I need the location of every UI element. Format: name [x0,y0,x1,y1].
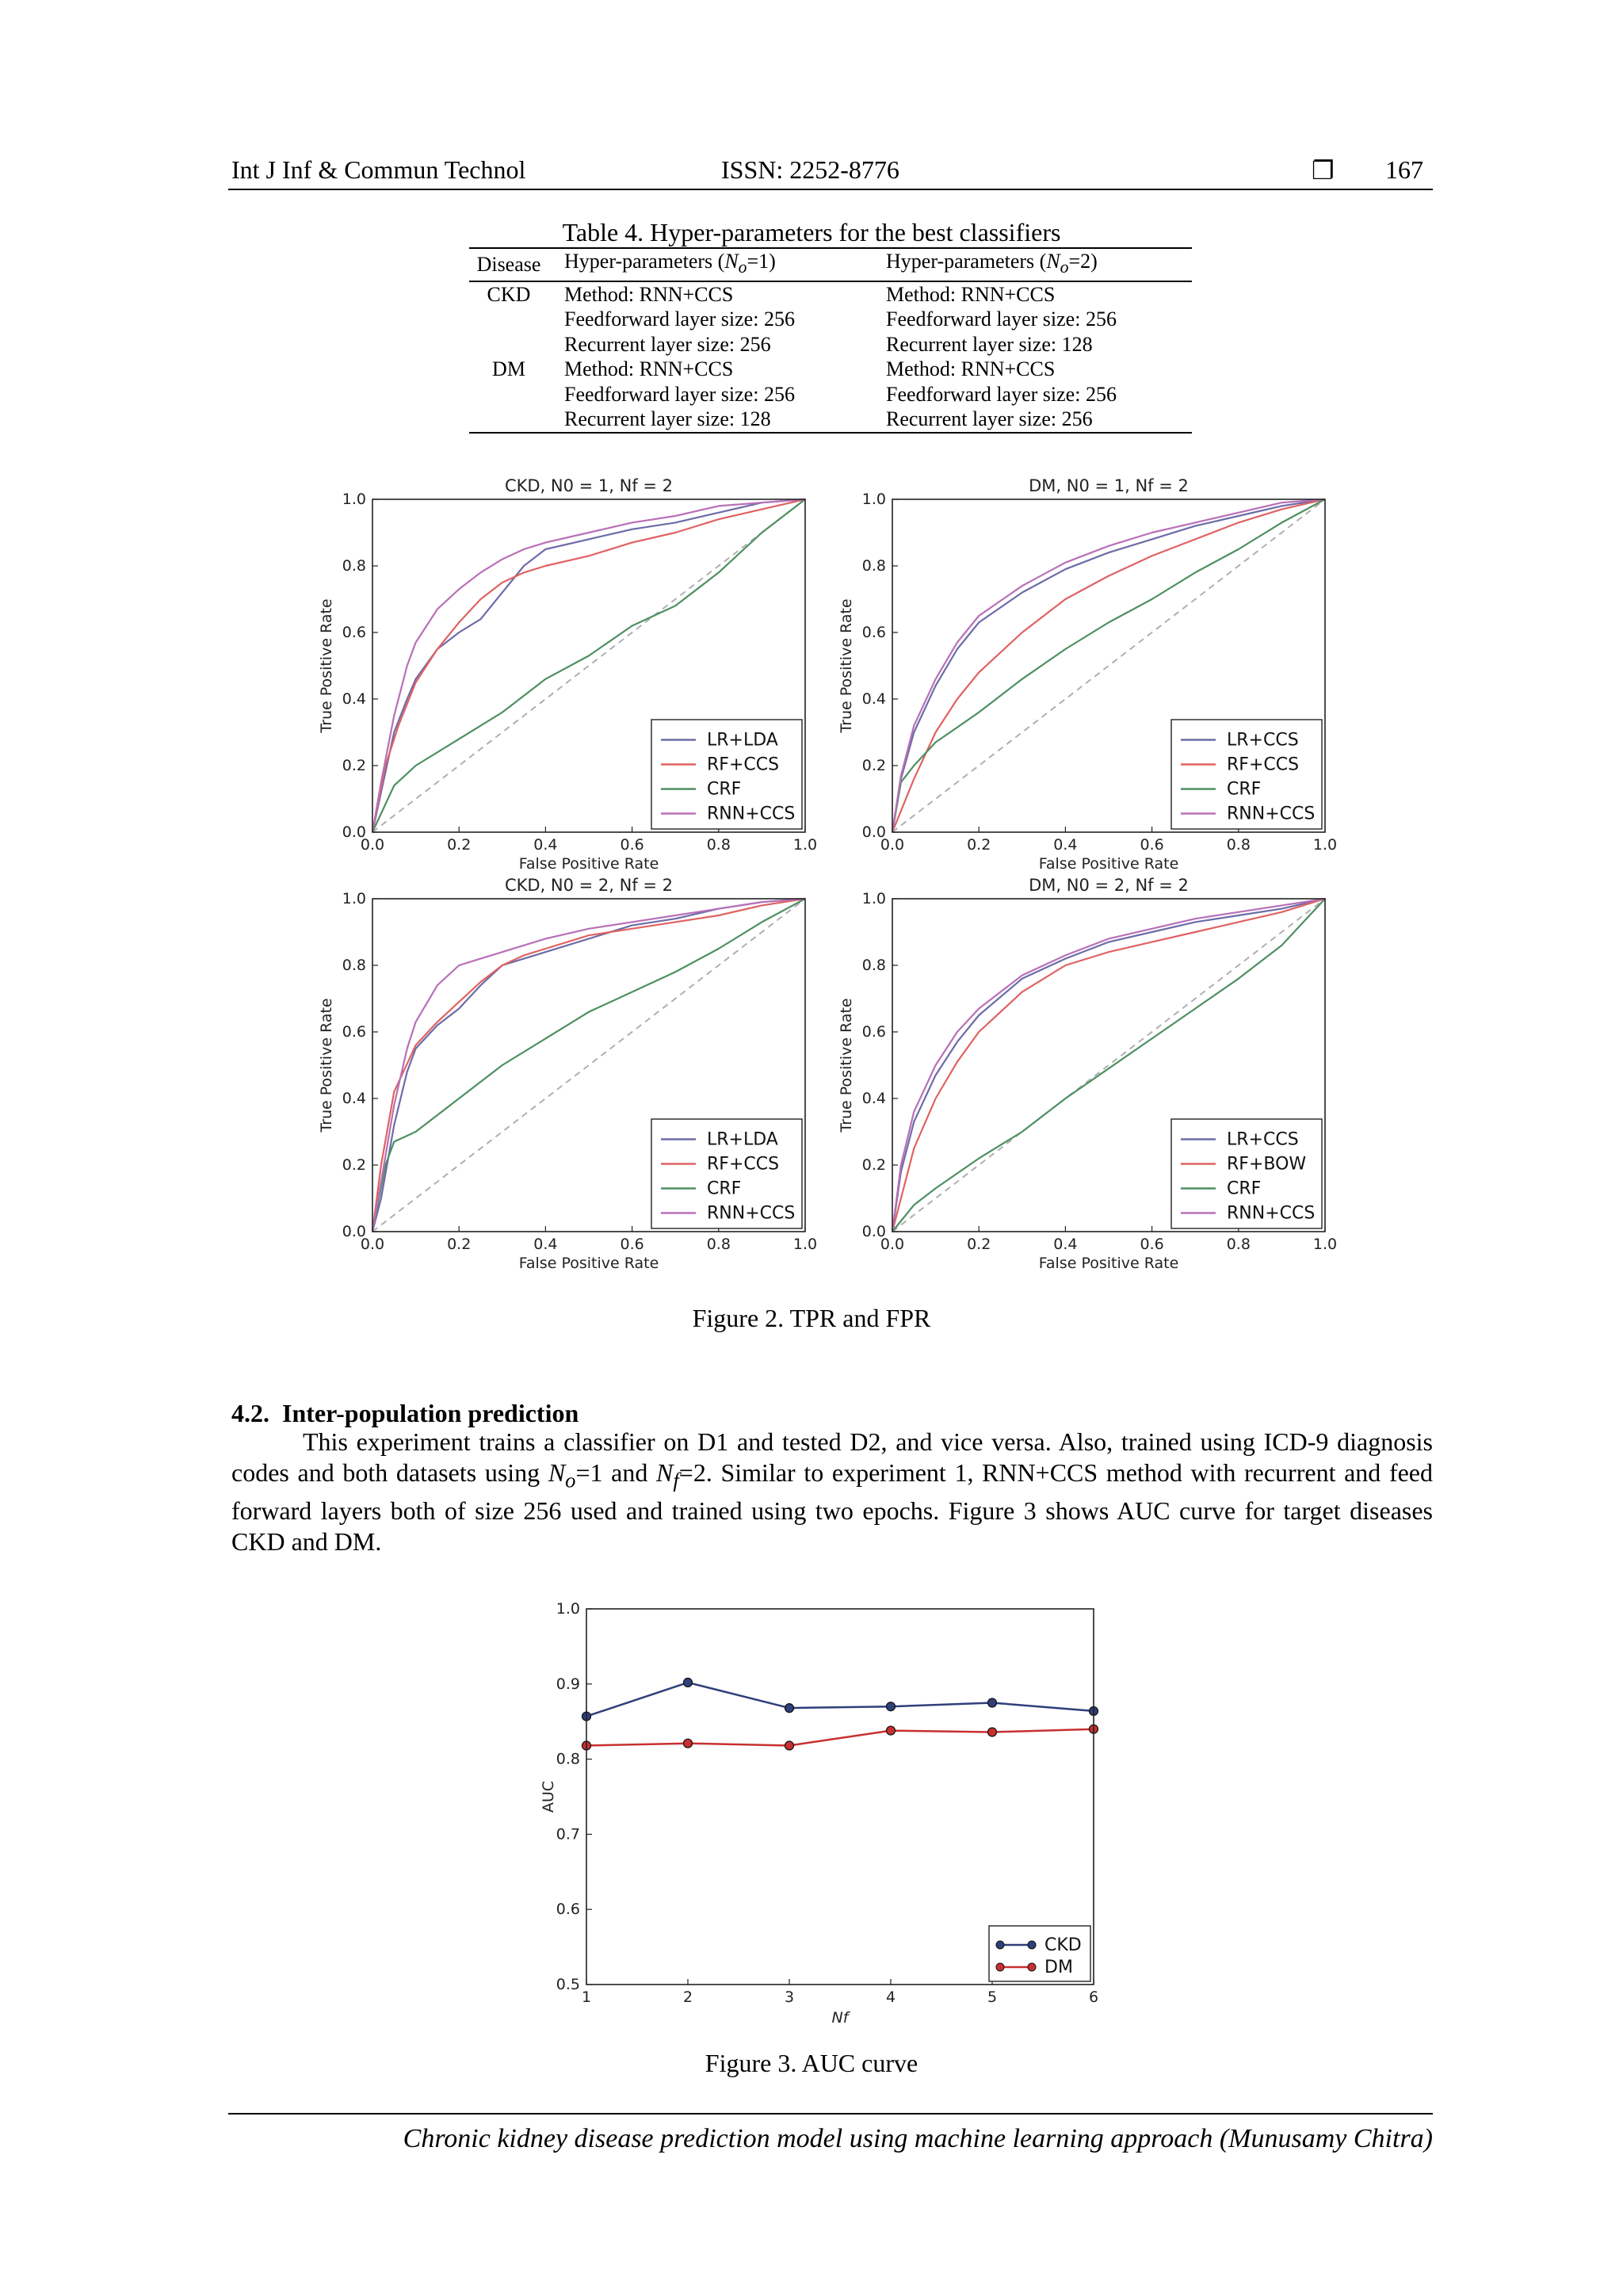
legend-label: LR+CCS [1227,1129,1299,1150]
y-axis-label: True Positive Rate [838,598,855,733]
table-col-no1: Hyper-parameters $(N_o=1)$ [548,248,870,281]
legend-marker [1028,1963,1036,1971]
y-tick-label: 0.2 [342,757,366,774]
y-tick-label: 0.8 [861,557,886,575]
x-tick-label: 1.0 [1312,836,1338,854]
table-row [469,307,1192,332]
y-tick-label: 1.0 [342,890,366,907]
y-tick-label: 1.0 [861,491,886,508]
legend-label: CRF [707,779,742,800]
panel-title: CKD, N0 = 1, Nf = 2 [504,476,674,495]
x-tick-label: 4 [885,1988,896,2006]
table-cell: Recurrent layer size: 256 [870,407,1192,433]
figure-3-caption: Figure 3. AUC curve [705,2049,918,2077]
y-tick-label: 0.4 [342,1090,366,1107]
table-cell [469,307,548,332]
data-point [684,1739,693,1748]
legend-label: CRF [707,1179,742,1199]
x-tick-label: 1.0 [792,1236,818,1253]
x-tick-label: 0.2 [447,1236,472,1253]
legend-marker [1028,1941,1036,1949]
x-tick-label: 0.8 [1226,836,1251,854]
hyperparameter-table [469,247,1192,434]
y-tick-label: 0.4 [861,690,886,708]
figure-2 [317,476,1347,1284]
legend-label: CKD [1044,1935,1082,1955]
x-tick-label: 0.0 [360,836,385,854]
roc-panel-dm-no1 [838,476,1337,873]
legend-label: RNN+CCS [1227,1203,1316,1224]
legend-label: RNN+CCS [707,804,796,824]
data-point [684,1678,693,1687]
section-number: 4.2. [231,1399,269,1427]
table-row [469,382,1192,407]
table-cell: Feedforward layer size: 256 [564,308,795,331]
legend-label: LR+CCS [1227,730,1299,751]
data-point [887,1726,896,1735]
roc-panel-ckd-no2 [318,876,817,1272]
x-axis-label: False Positive Rate [1038,855,1179,873]
table-row [469,357,1192,382]
y-axis-label: True Positive Rate [318,598,335,733]
table-row [469,281,1192,308]
table-col-no2: Hyper-parameters $(N_o=2)$ [870,248,1192,281]
x-tick-label: 1.0 [792,836,818,854]
y-tick-label: 0.0 [861,823,886,841]
x-axis-label: False Positive Rate [518,1255,659,1272]
y-tick-label: 1.0 [342,491,366,508]
x-tick-label: 6 [1088,1988,1099,2006]
y-tick-label: 0.4 [342,690,366,708]
data-point [887,1702,896,1711]
x-tick-label: 0.8 [706,836,731,854]
x-tick-label: 3 [784,1988,795,2006]
x-tick-label: 0.4 [1053,1236,1078,1253]
box-icon: ❐ [1312,156,1335,185]
table-cell: Recurrent layer size: 256 [564,332,771,356]
figure-2-caption: Figure 2. TPR and FPR [692,1304,931,1332]
y-tick-label: 0.6 [861,624,886,641]
body-paragraph [231,1427,1433,1557]
y-axis-label: AUC [540,1780,557,1813]
data-point [988,1698,997,1707]
legend-label: RF+CCS [707,755,780,775]
auc-chart [540,1600,1098,2027]
x-tick-label: 1 [581,1988,592,2006]
table-cell [469,382,548,407]
footer-text: Chronic kidney disease prediction model using machine learning approach (Munusamy Chitra) [403,2124,1433,2153]
roc-panel-dm-no2 [838,876,1337,1272]
y-tick-label: 0.8 [342,557,366,575]
table-cell [469,407,548,433]
table-header-row [469,248,1192,281]
roc-panel-ckd-no1 [318,476,817,873]
table-cell: Feedforward layer size: 256 [886,382,1117,406]
running-header-journal: Int J Inf & Commun Technol [231,155,526,184]
y-tick-label: 0.2 [861,1156,886,1174]
y-tick-label: 0.8 [342,957,366,974]
table-cell: Feedforward layer size: 256 [886,308,1117,331]
x-tick-label: 0.8 [706,1236,731,1253]
table-cell: Recurrent layer size: 128 [886,332,1093,356]
x-tick-label: 0.2 [447,836,472,854]
x-tick-label: 0.6 [620,1236,644,1253]
legend-label: DM [1044,1958,1073,1977]
x-tick-label: 5 [987,1988,998,2006]
y-tick-label: 0.2 [342,1156,366,1174]
legend-label: RNN+CCS [707,1203,796,1224]
table-caption: Table 4. Hyper-parameters for the best classifiers [562,218,1061,246]
x-tick-label: 0.4 [533,836,558,854]
x-axis-label: False Positive Rate [1038,1255,1179,1272]
table-cell: Method: RNN+CCS [564,282,734,306]
legend-label: LR+LDA [707,1129,778,1150]
y-tick-label: 0.7 [556,1825,580,1843]
x-tick-label: 0.2 [967,1236,991,1253]
legend-label: RNN+CCS [1227,804,1316,824]
y-tick-label: 0.2 [861,757,886,774]
y-tick-label: 0.0 [342,823,366,841]
x-tick-label: 0.0 [360,1236,385,1253]
table-row [469,332,1192,357]
footer-rule [228,2113,1433,2115]
x-tick-label: 0.0 [880,1236,905,1253]
table-cell: Method: RNN+CCS [886,282,1056,306]
x-tick-label: 0.6 [1140,836,1164,854]
legend-marker [996,1963,1004,1971]
panel-title: CKD, N0 = 2, Nf = 2 [504,876,674,895]
x-tick-label: 0.4 [1053,836,1078,854]
y-tick-label: 1.0 [861,890,886,907]
x-tick-label: 0.2 [967,836,991,854]
data-point [988,1728,997,1736]
data-point [785,1741,794,1750]
section-heading [231,1399,579,1428]
y-tick-label: 0.0 [342,1223,366,1240]
legend-label: CRF [1227,779,1262,800]
x-tick-label: 0.8 [1226,1236,1251,1253]
y-tick-label: 0.6 [342,1023,366,1041]
series-line-dm [586,1729,1094,1746]
table-col-disease: Disease [469,248,548,281]
x-tick-label: 0.4 [533,1236,558,1253]
table-cell: DM [492,357,525,381]
table-cell: Method: RNN+CCS [564,357,734,381]
y-tick-label: 0.8 [861,957,886,974]
x-tick-label: 0.6 [1140,1236,1164,1253]
y-tick-label: 0.6 [342,624,366,641]
y-axis-label: True Positive Rate [838,998,855,1133]
x-tick-label: 0.6 [620,836,644,854]
panel-title: DM, N0 = 1, Nf = 2 [1029,476,1189,495]
legend-label: CRF [1227,1179,1262,1199]
table-cell: CKD [487,282,531,306]
section-title: Inter-population prediction [282,1399,579,1427]
y-tick-label: 0.6 [861,1023,886,1041]
table-cell [469,332,548,357]
table-row [469,407,1192,433]
x-tick-label: 1.0 [1312,1236,1338,1253]
table-cell: Feedforward layer size: 256 [564,382,795,406]
panel-title: DM, N0 = 2, Nf = 2 [1029,876,1189,895]
y-tick-label: 0.8 [556,1750,580,1768]
table-cell: Recurrent layer size: 128 [548,407,870,433]
y-axis-label: True Positive Rate [318,998,335,1133]
x-axis-label: Nf [831,2009,849,2027]
x-axis-label: False Positive Rate [518,855,659,873]
x-tick-label: 0.0 [880,836,905,854]
legend-label: RF+CCS [1227,755,1300,775]
header-rule [228,189,1433,190]
figure-3 [523,1585,1125,2029]
x-tick-label: 2 [682,1988,693,2006]
y-tick-label: 0.5 [556,1976,580,1993]
legend-label: LR+LDA [707,730,778,751]
running-header-issn: ISSN: 2252-8776 [721,155,899,184]
y-tick-label: 0.4 [861,1090,886,1107]
y-tick-label: 1.0 [556,1600,580,1618]
paragraph-text: This experiment trains a classifier on D1 and tested D2, and vice versa. Also, trained using ICD-9 diagnosis codes and both datasets using $N_o=1$ and $N_f=2$. Similar to experiment 1, RNN+CCS method with recurrent and feed forward layers both of size 256 used and trained using two epochs. Figure 3 shows AUC curve for target diseases CKD and DM. [231,1427,1434,1557]
legend-label: RF+BOW [1227,1154,1307,1175]
y-tick-label: 0.9 [556,1675,580,1693]
page-number: 167 [1385,155,1423,184]
series-line-ckd [586,1683,1094,1717]
y-tick-label: 0.0 [861,1223,886,1240]
data-point [785,1704,794,1713]
table-cell: Method: RNN+CCS [886,357,1056,381]
y-tick-label: 0.6 [556,1901,580,1919]
legend-label: RF+CCS [707,1154,780,1175]
legend-marker [996,1941,1004,1949]
